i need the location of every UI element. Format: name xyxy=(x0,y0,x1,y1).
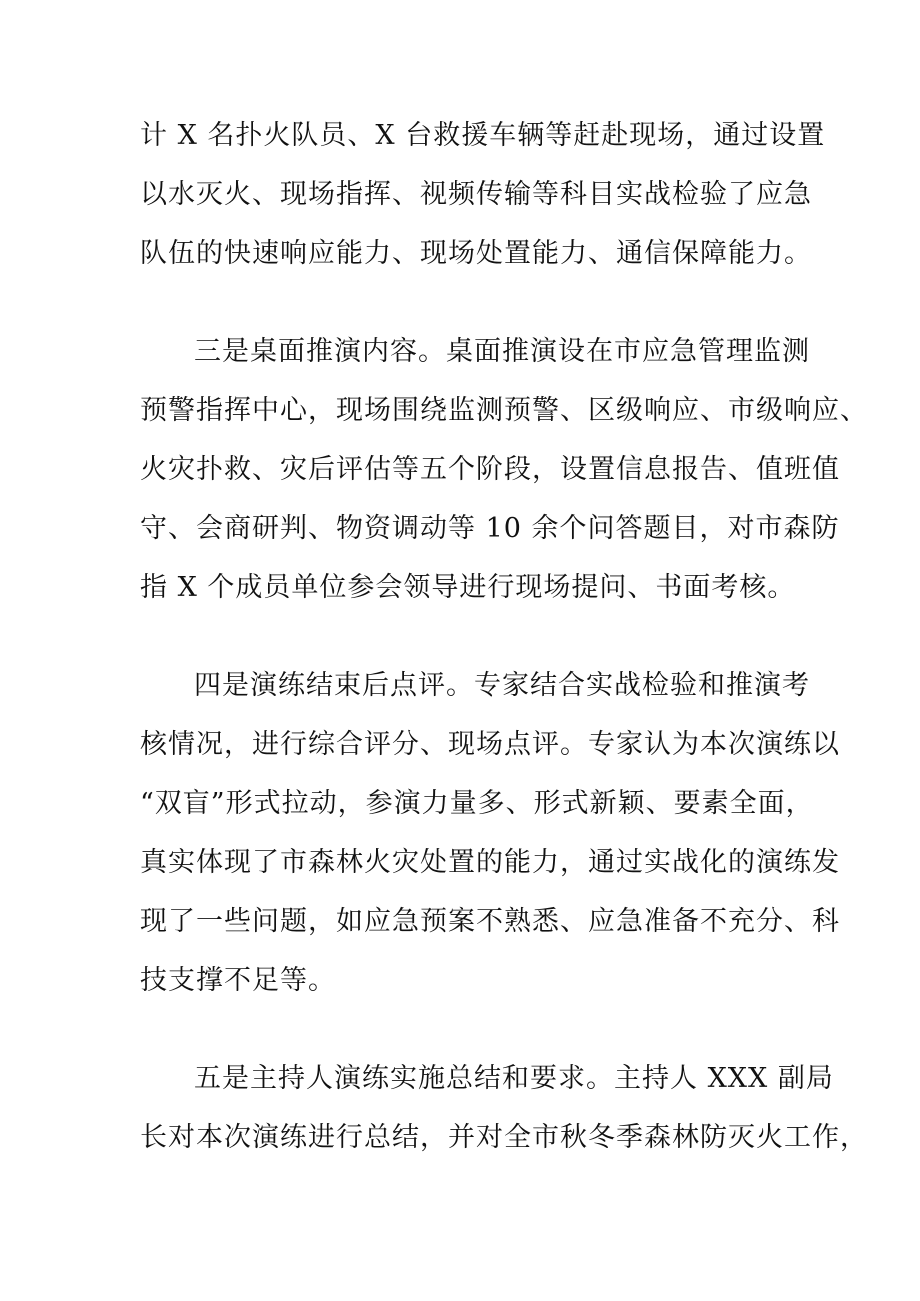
text-line: 计 X 名扑火队员、X 台救援车辆等赶赴现场，通过设置 xyxy=(140,120,826,151)
text-line: 核情况，进行综合评分、现场点评。专家认为本次演练以 xyxy=(140,729,840,760)
text-line: 技支撑不足等。 xyxy=(140,965,336,996)
text-line: 五是主持人演练实施总结和要求。主持人 XXX 副局 xyxy=(194,1063,834,1094)
text-line: 预警指挥中心，现场围绕监测预警、区级响应、市级响应、 xyxy=(140,395,868,426)
text-line: “双盲”形式拉动，参演力量多、形式新颖、要素全面， xyxy=(140,788,814,819)
text-line: 现了一些问题，如应急预案不熟悉、应急准备不充分、科 xyxy=(140,906,840,937)
text-line: 队伍的快速响应能力、现场处置能力、通信保障能力。 xyxy=(140,238,812,269)
text-line: 以水灭火、现场指挥、视频传输等科目实战检验了应急 xyxy=(140,179,812,210)
text-line: 长对本次演练进行总结，并对全市秋冬季森林防灭火工作， xyxy=(140,1122,868,1153)
text-line: 指 X 个成员单位参会领导进行现场提问、书面考核。 xyxy=(140,572,796,603)
text-line: 三是桌面推演内容。桌面推演设在市应急管理监测 xyxy=(194,336,810,367)
text-line: 守、会商研判、物资调动等 10 余个问答题目，对市森防 xyxy=(140,513,840,544)
text-line: 四是演练结束后点评。专家结合实战检验和推演考 xyxy=(194,670,810,701)
text-line: 真实体现了市森林火灾处置的能力，通过实战化的演练发 xyxy=(140,847,840,878)
text-line: 火灾扑救、灾后评估等五个阶段，设置信息报告、值班值 xyxy=(140,454,840,485)
